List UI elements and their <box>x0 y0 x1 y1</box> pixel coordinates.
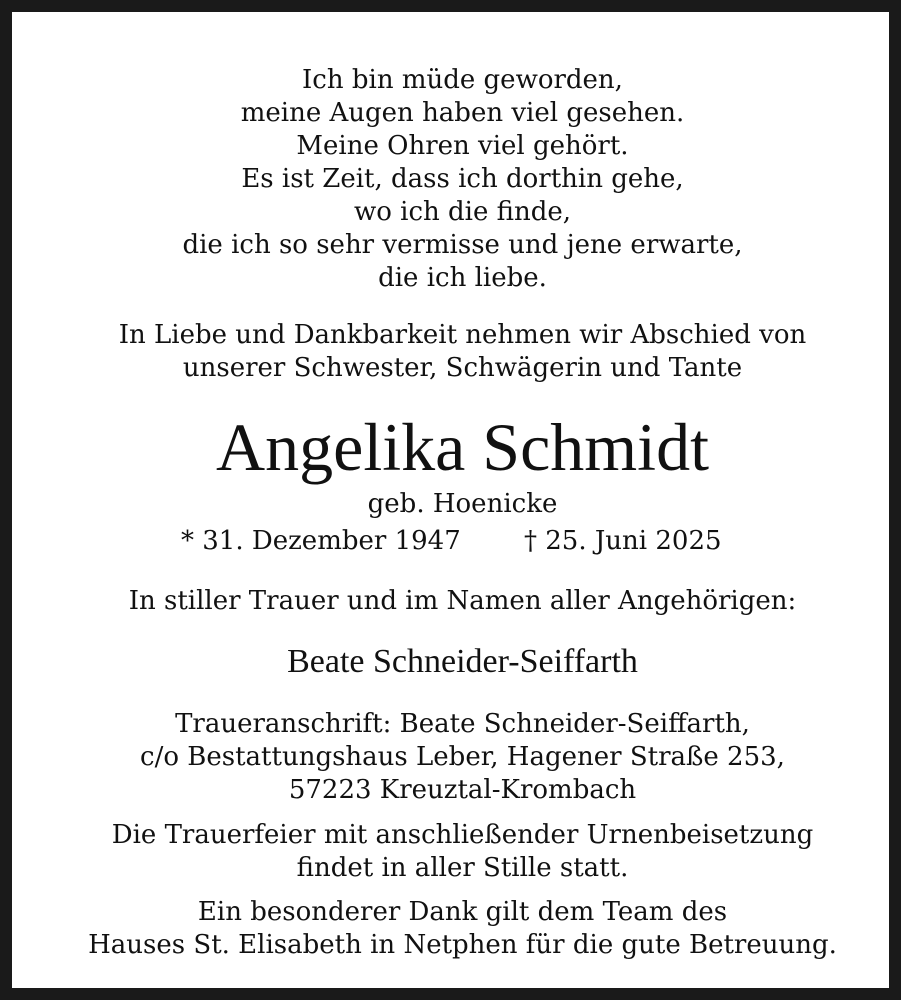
ceremony-line: findet in aller Stille statt. <box>296 853 629 883</box>
poem-line: Meine Ohren viel gehört. <box>296 131 629 161</box>
birth-date: * 31. Dezember 1947 <box>181 526 461 556</box>
address-line: Traueranschrift: Beate Schneider-Seiffarth, <box>175 709 750 739</box>
death-date: † 25. Juni 2025 <box>524 526 722 556</box>
farewell-line: In Liebe und Dankbarkeit nehmen wir Abschied von <box>118 320 807 350</box>
mourner-name: Beate Schneider-Seiffarth <box>287 643 638 680</box>
ceremony-line: Die Trauerfeier mit anschließender Urnenbeisetzung <box>111 820 814 850</box>
deceased-name: Angelika Schmidt <box>216 409 709 485</box>
obituary-notice <box>24 24 901 1000</box>
poem-line: Es ist Zeit, dass ich dorthin gehe, <box>241 164 684 194</box>
life-dates <box>24 525 901 558</box>
poem-line: wo ich die finde, <box>353 197 572 227</box>
poem-line: die ich liebe. <box>378 263 547 293</box>
address-line: c/o Bestattungshaus Leber, Hagener Straße 253, <box>140 742 785 772</box>
address-line: 57223 Kreuztal-Krombach <box>288 775 637 805</box>
thanks-line: Hauses St. Elisabeth in Netphen für die gute Betreuung. <box>88 930 837 960</box>
poem-line: meine Augen haben viel gesehen. <box>240 98 685 128</box>
poem-line: Ich bin müde geworden, <box>302 65 623 95</box>
mourning-line: In stiller Trauer und im Namen aller Angehörigen: <box>128 586 797 616</box>
thanks-line: Ein besonderer Dank gilt dem Team des <box>197 897 728 927</box>
farewell-line: unserer Schwester, Schwägerin und Tante <box>182 353 743 383</box>
birth-name: geb. Hoenicke <box>367 489 558 519</box>
poem-line: die ich so sehr vermisse und jene erwarte, <box>182 230 743 260</box>
